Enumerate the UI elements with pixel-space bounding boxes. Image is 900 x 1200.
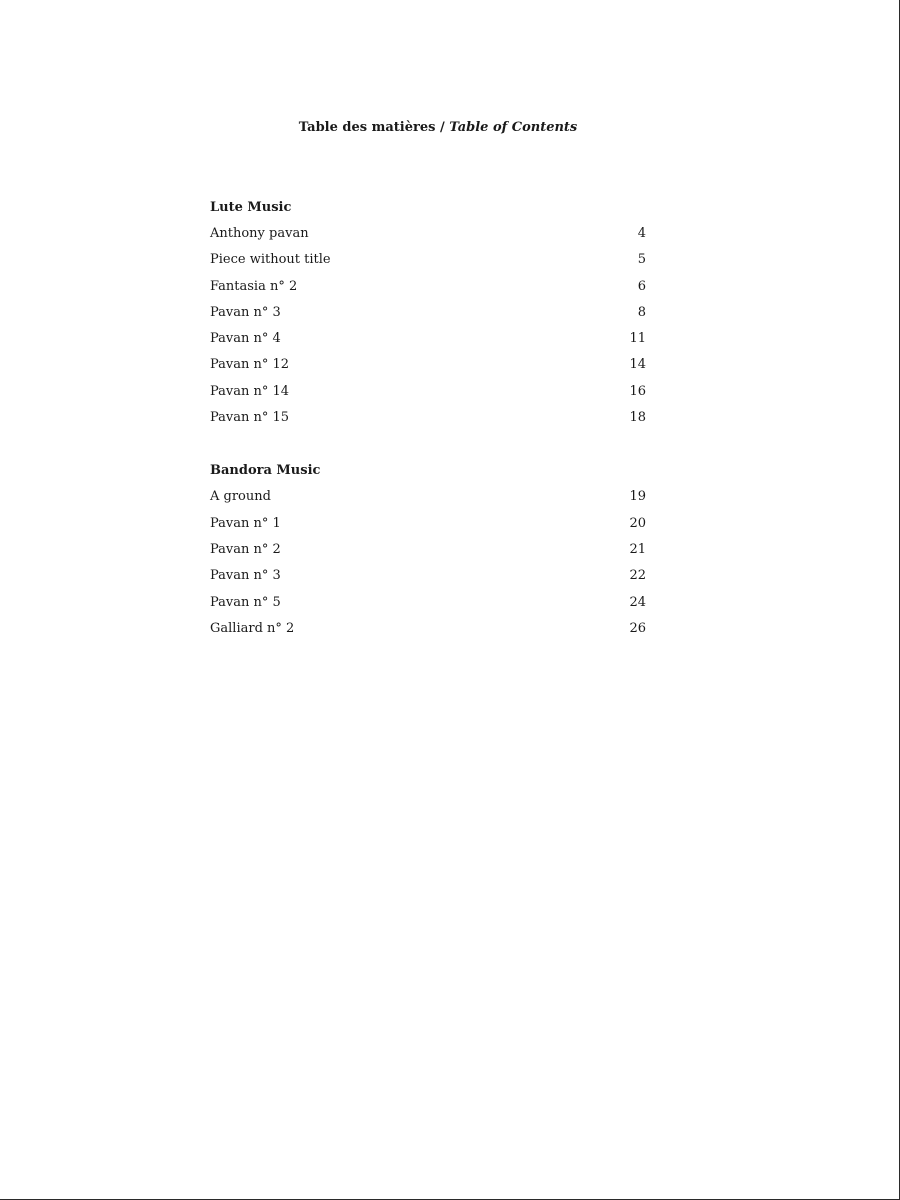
entry-title: Pavan n° 3 [210, 568, 281, 584]
toc-entry[interactable] [210, 303, 646, 329]
toc-entry[interactable] [210, 593, 646, 619]
entry-page-number: 19 [629, 489, 646, 505]
section-spacer [210, 434, 646, 461]
entry-title: Pavan n° 15 [210, 410, 290, 426]
entry-page-number: 22 [629, 568, 646, 584]
section-heading: Lute Music [210, 200, 292, 215]
entry-page-number: 11 [629, 331, 646, 347]
entry-page-number: 18 [629, 410, 646, 426]
toc-entry[interactable] [210, 514, 646, 540]
entry-title: Pavan n° 12 [210, 357, 290, 373]
entry-title: Pavan n° 3 [210, 304, 281, 320]
toc-entry[interactable] [210, 329, 646, 355]
entry-page-number: 21 [629, 541, 646, 557]
entry-page-number: 26 [629, 620, 646, 636]
toc-entry[interactable] [210, 382, 646, 408]
entry-title: Galliard n° 2 [210, 620, 295, 636]
entry-title: Pavan n° 1 [210, 515, 281, 531]
section-heading: Bandora Music [210, 463, 321, 479]
toc-entry[interactable] [210, 355, 646, 381]
entry-title: Pavan n° 4 [210, 331, 281, 347]
toc-entry[interactable] [210, 224, 646, 250]
entry-page-number: 14 [629, 357, 646, 373]
toc-entry[interactable] [210, 566, 646, 592]
section-lute-music [210, 198, 646, 434]
page-title [0, 119, 876, 137]
entry-title: Pavan n° 14 [210, 383, 290, 399]
entry-title: Fantasia n° 2 [210, 278, 298, 294]
toc-entry[interactable] [210, 277, 646, 303]
toc-entry[interactable] [210, 540, 646, 566]
toc-entry[interactable] [210, 619, 646, 645]
table-of-contents [210, 198, 646, 645]
page-title-english: Table of Contents [449, 120, 578, 135]
toc-entry[interactable] [210, 408, 646, 434]
entry-title: Pavan n° 2 [210, 541, 281, 557]
entry-page-number: 16 [629, 383, 646, 399]
toc-entry[interactable] [210, 250, 646, 276]
entry-title: Piece without title [210, 252, 331, 268]
section-bandora-music [210, 461, 646, 645]
entry-page-number: 20 [629, 515, 646, 531]
entry-page-number: 5 [637, 252, 646, 268]
entry-title: Pavan n° 5 [210, 594, 281, 610]
page-title-separator: / [435, 120, 450, 135]
entry-title: Anthony pavan [210, 226, 309, 241]
entry-page-number: 6 [637, 278, 646, 294]
page-title-french: Table des matières [298, 120, 436, 135]
entry-page-number: 4 [637, 226, 646, 241]
toc-entry[interactable] [210, 487, 646, 513]
entry-page-number: 8 [637, 304, 646, 320]
entry-page-number: 24 [629, 594, 646, 610]
entry-title: A ground [210, 489, 271, 505]
